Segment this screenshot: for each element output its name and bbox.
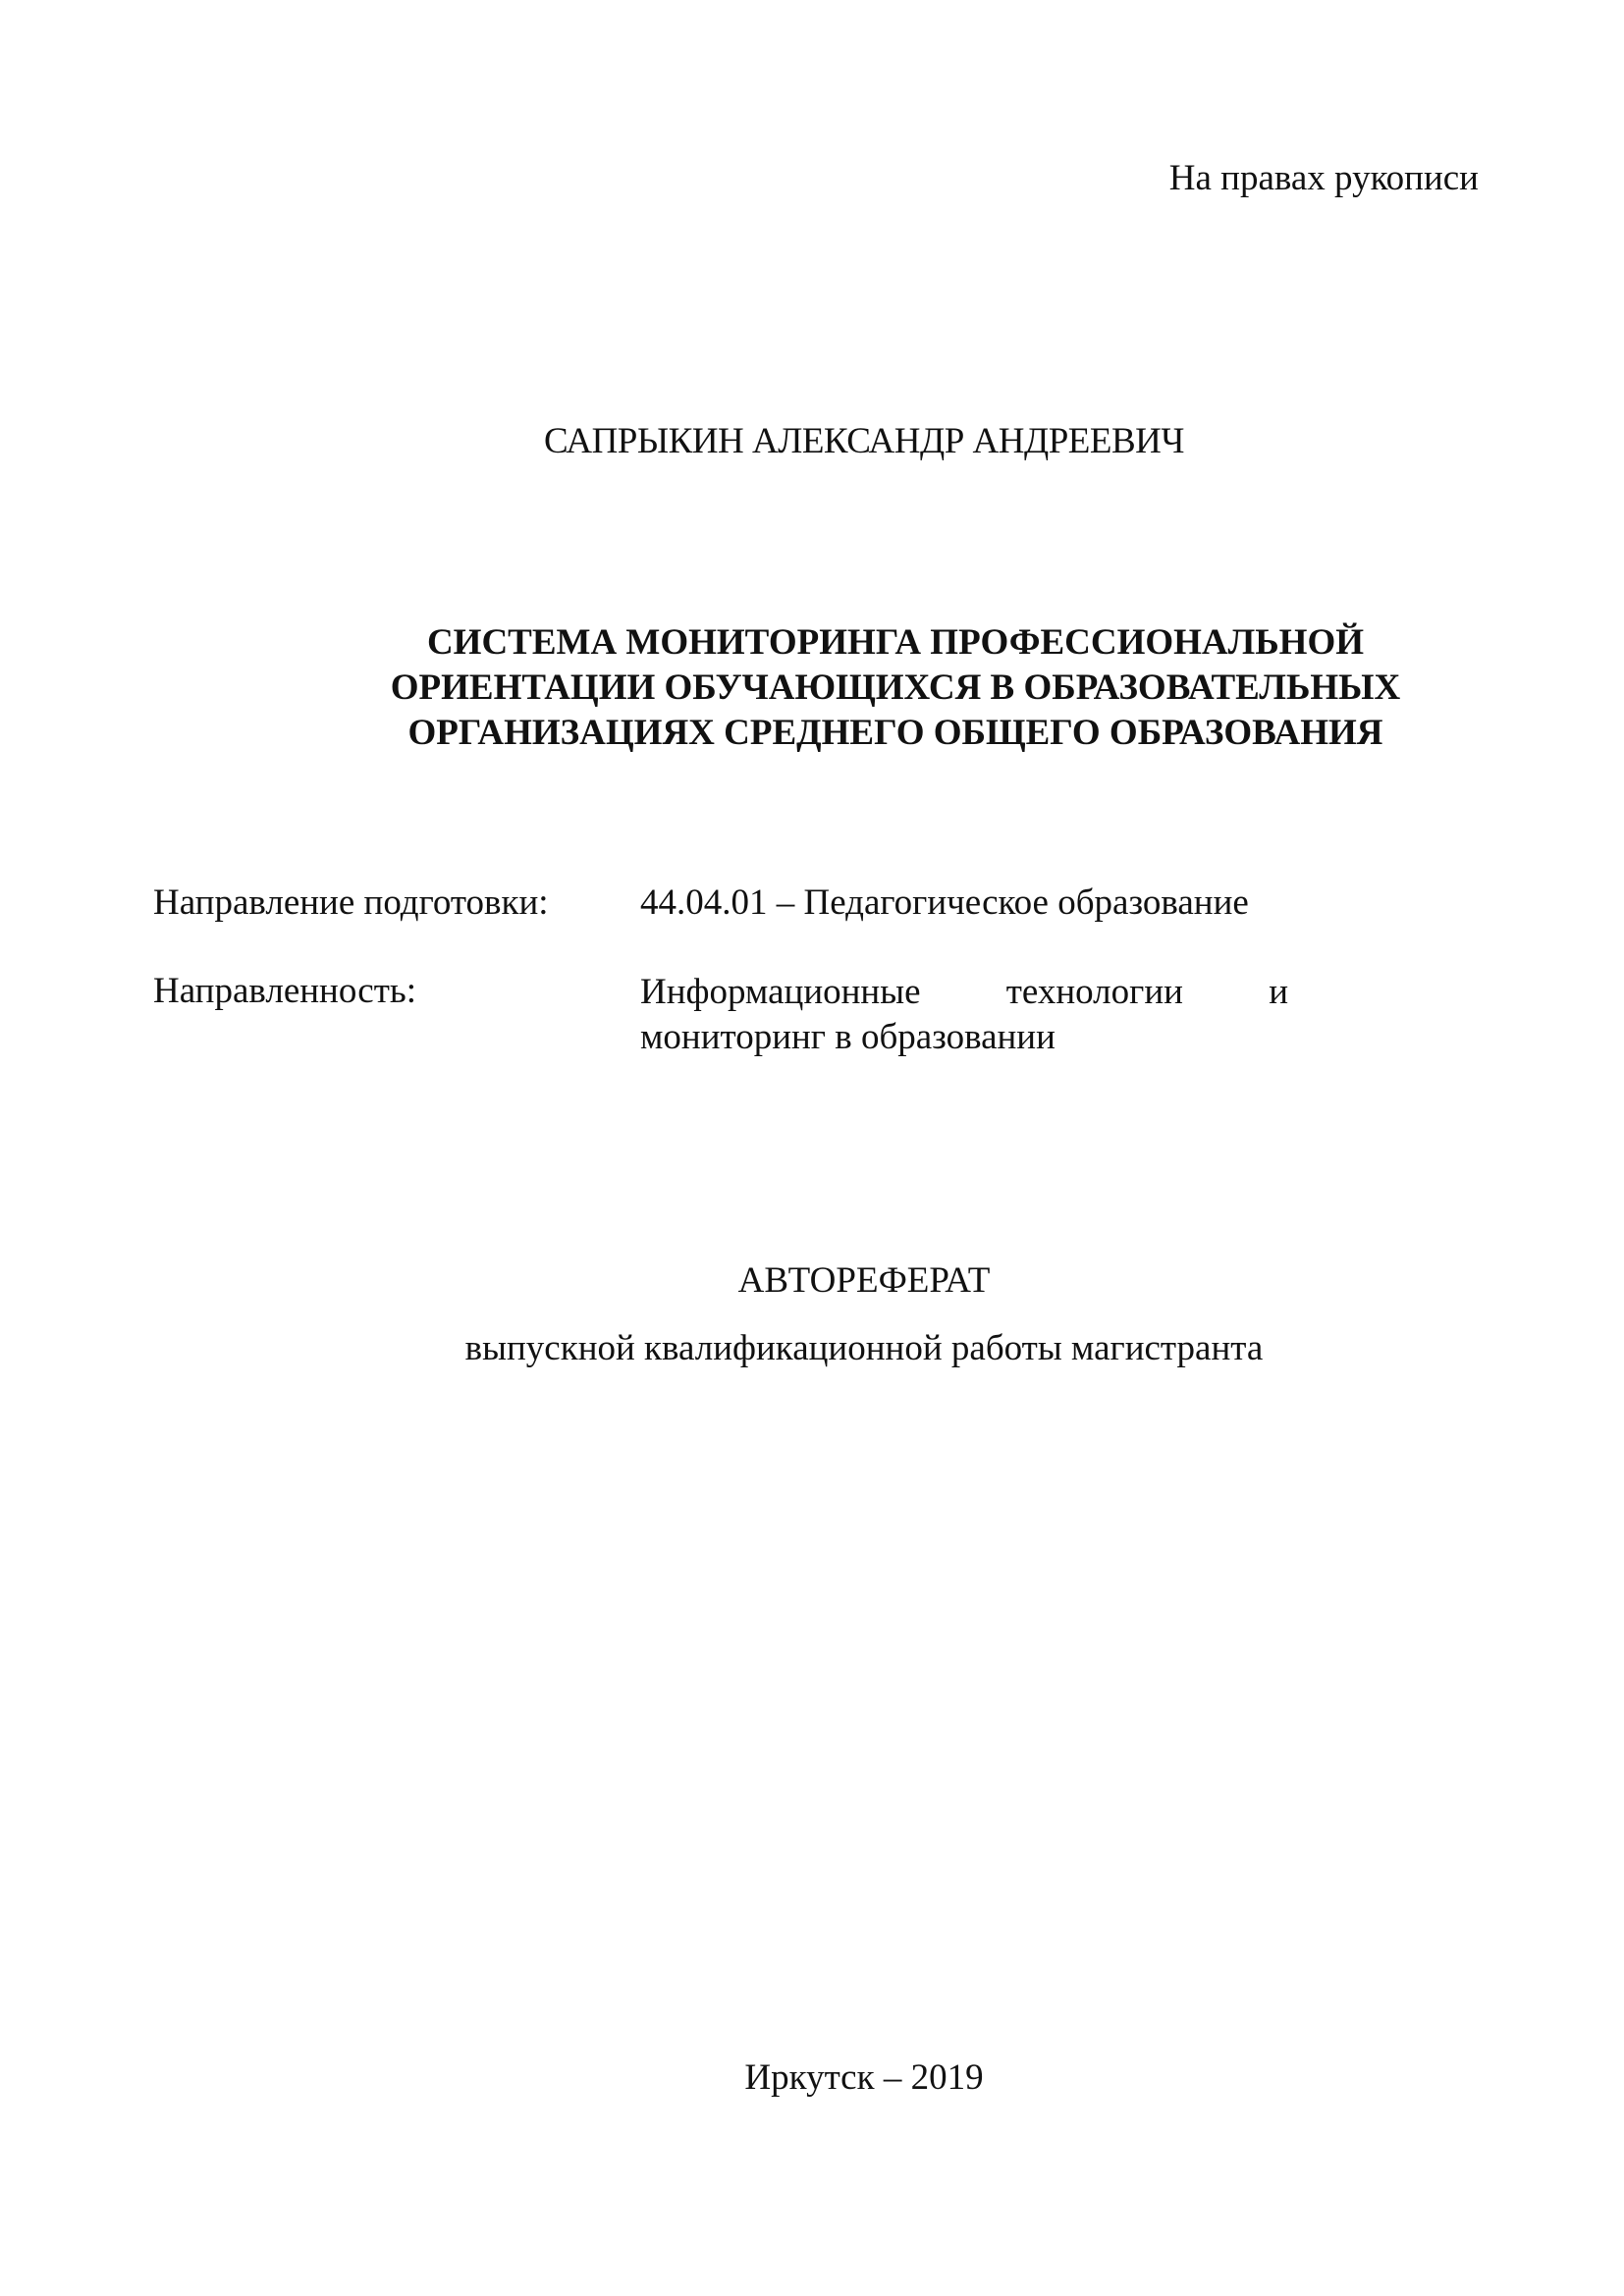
abstract-subtitle: выпускной квалификационной работы магистранта xyxy=(464,1328,1264,1368)
specialization-value xyxy=(640,970,1288,1060)
specialization-label: Направленность: xyxy=(153,971,417,1011)
place-year: Иркутск – 2019 xyxy=(744,2057,984,2098)
thesis-title-line: ОРИЕНТАЦИИ ОБУЧАЮЩИХСЯ В ОБРАЗОВАТЕЛЬНЫХ xyxy=(390,667,1401,708)
specialization-word: Информационные xyxy=(640,972,921,1012)
thesis-title xyxy=(0,620,1624,756)
specialization-word: и xyxy=(1269,972,1288,1012)
author-name: САПРЫКИН АЛЕКСАНДР АНДРЕЕВИЧ xyxy=(544,421,1184,461)
specialization-value-line: мониторинг в образовании xyxy=(640,1017,1056,1057)
specialization-word: технологии xyxy=(1005,972,1183,1012)
direction-value: 44.04.01 – Педагогическое образование xyxy=(640,882,1249,923)
abstract-title: АВТОРЕФЕРАТ xyxy=(737,1260,991,1301)
thesis-title-line: СИСТЕМА МОНИТОРИНГА ПРОФЕССИОНАЛЬНОЙ xyxy=(426,622,1365,663)
direction-label: Направление подготовки: xyxy=(153,882,549,923)
thesis-title-line: ОРГАНИЗАЦИЯХ СРЕДНЕГО ОБЩЕГО ОБРАЗОВАНИЯ xyxy=(407,713,1383,753)
specialization-value-line xyxy=(640,970,1288,1015)
rights-note: На правах рукописи xyxy=(1168,158,1479,198)
